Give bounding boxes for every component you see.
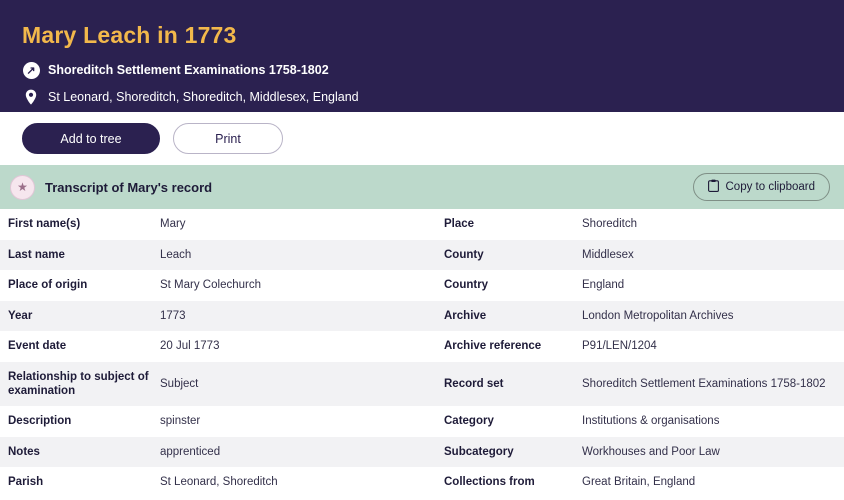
table-cell-right (422, 467, 844, 498)
table-row (0, 270, 844, 301)
field-label: Place (444, 218, 475, 231)
field-value: 20 Jul 1773 (160, 340, 220, 353)
location-pin-icon (22, 88, 40, 106)
table-cell-left (0, 437, 422, 468)
table-cell-left (0, 362, 422, 407)
table-cell-left (0, 406, 422, 437)
field-label: Archive (444, 309, 487, 322)
action-bar (0, 112, 844, 165)
field-value: Mary (160, 218, 186, 231)
field-label: Collections from (444, 476, 535, 489)
field-label: Notes (8, 445, 40, 458)
table-cell-right (422, 240, 844, 271)
table-cell-left (0, 467, 422, 498)
table-row (0, 240, 844, 271)
field-label: First name(s) (8, 218, 81, 231)
table-cell-right (422, 301, 844, 332)
field-value: London Metropolitan Archives (582, 309, 734, 322)
table-cell-left (0, 270, 422, 301)
copy-to-clipboard-label: Copy to clipboard (725, 181, 815, 193)
field-value: Leach (160, 248, 192, 261)
field-value: Institutions & organisations (582, 415, 720, 428)
table-cell-left (0, 240, 422, 271)
field-value: apprenticed (160, 445, 221, 458)
table-row (0, 209, 844, 240)
field-label: County (444, 248, 484, 261)
field-value: England (582, 279, 625, 292)
record-set-label: Shoreditch Settlement Examinations 1758-1802 (48, 63, 329, 77)
table-cell-left (0, 209, 422, 240)
field-value: spinster (160, 415, 201, 428)
field-value: Middlesex (582, 248, 634, 261)
field-label: Last name (8, 248, 65, 261)
field-label: Place of origin (8, 279, 88, 292)
table-row (0, 437, 844, 468)
add-to-tree-button[interactable]: Add to tree (22, 123, 160, 154)
table-row (0, 331, 844, 362)
field-label: Relationship to subject of examination (8, 370, 149, 397)
table-cell-right (422, 437, 844, 468)
field-label: Description (8, 415, 72, 428)
clipboard-icon (708, 179, 719, 195)
table-row (0, 301, 844, 332)
field-value: 1773 (160, 309, 186, 322)
field-label: Category (444, 415, 494, 428)
page-header (0, 0, 844, 112)
field-label: Parish (8, 476, 44, 489)
field-value: Great Britain, England (582, 476, 696, 489)
page-title: Mary Leach in 1773 (22, 22, 237, 48)
table-row (0, 467, 844, 498)
field-label: Year (8, 309, 33, 322)
table-row (0, 362, 844, 407)
field-value: Workhouses and Poor Law (582, 445, 720, 458)
field-value: Shoreditch Settlement Examinations 1758-1802 (582, 377, 826, 390)
record-set-line (22, 61, 822, 79)
field-value: P91/LEN/1204 (582, 340, 657, 353)
field-label: Archive reference (444, 340, 542, 353)
table-cell-right (422, 362, 844, 407)
transcript-title-group (10, 175, 212, 200)
table-cell-right (422, 331, 844, 362)
field-value: Shoreditch (582, 218, 637, 231)
field-value: St Mary Colechurch (160, 279, 261, 292)
field-label: Event date (8, 340, 67, 353)
table-cell-left (0, 301, 422, 332)
field-value: Subject (160, 377, 199, 390)
record-set-icon: ↗ (22, 61, 40, 79)
field-value: St Leonard, Shoreditch (160, 476, 278, 489)
location-label: St Leonard, Shoreditch, Shoreditch, Middlesex, England (48, 90, 359, 104)
copy-to-clipboard-button[interactable] (693, 173, 831, 201)
field-label: Subcategory (444, 445, 514, 458)
table-cell-right (422, 209, 844, 240)
table-cell-right (422, 270, 844, 301)
location-line (22, 88, 822, 106)
table-row (0, 406, 844, 437)
transcript-title: Transcript of Mary's record (45, 179, 213, 195)
person-badge-icon: ★ (10, 175, 35, 200)
field-label: Country (444, 279, 489, 292)
field-label: Record set (444, 377, 504, 390)
transcript-table (0, 209, 844, 498)
table-cell-left (0, 331, 422, 362)
table-cell-right (422, 406, 844, 437)
transcript-header (0, 165, 844, 209)
print-button[interactable]: Print (173, 123, 283, 154)
